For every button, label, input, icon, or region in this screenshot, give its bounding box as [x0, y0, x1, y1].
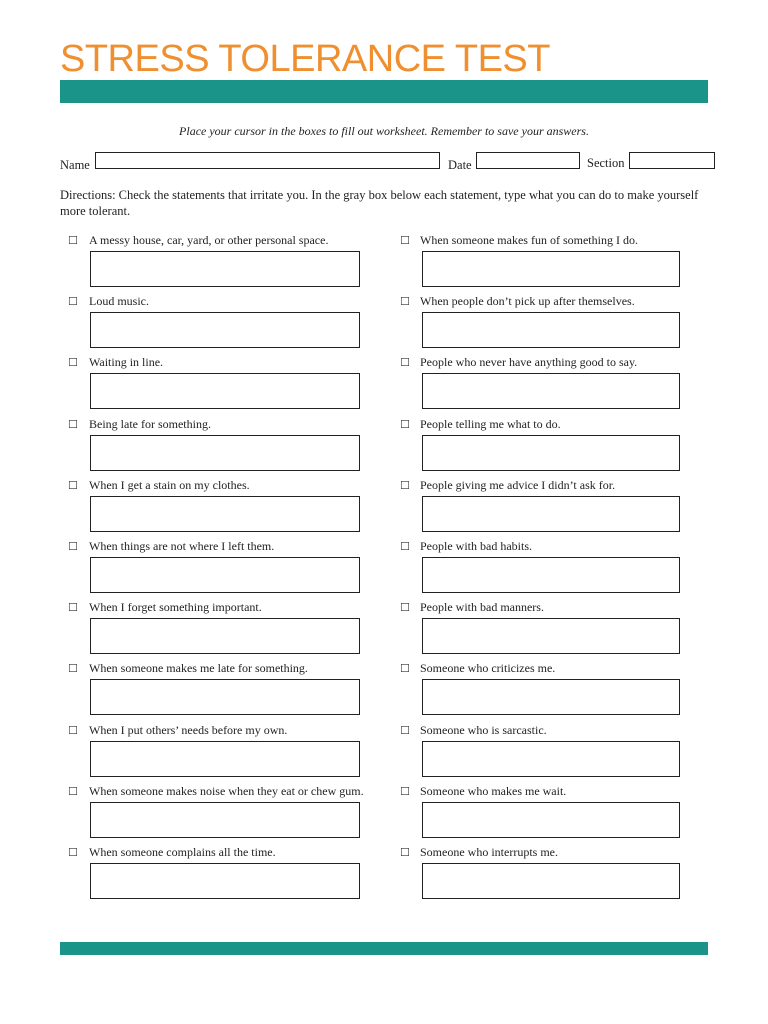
answer-box[interactable]	[422, 863, 680, 899]
section-label: Section	[587, 156, 625, 170]
statement-checkbox[interactable]: ☐	[68, 417, 78, 431]
statement-label: When someone makes fun of something I do.	[420, 233, 638, 247]
statement-checkbox[interactable]: ☐	[400, 417, 410, 431]
statement-checkbox[interactable]: ☐	[68, 723, 78, 737]
date-field[interactable]	[476, 152, 580, 169]
statement-checkbox[interactable]: ☐	[400, 540, 410, 553]
section-field[interactable]	[629, 152, 715, 169]
answer-box[interactable]	[90, 741, 360, 777]
statement-checkbox[interactable]: ☐	[68, 540, 78, 553]
answer-box[interactable]	[90, 863, 360, 899]
statement-checkbox[interactable]: ☐	[400, 662, 410, 676]
answer-box[interactable]	[422, 618, 680, 654]
date-label: Date	[448, 158, 472, 172]
statement-checkbox[interactable]: ☐	[400, 478, 410, 492]
answer-box[interactable]	[90, 802, 360, 838]
page-title: STRESS TOLERANCE TEST	[60, 38, 550, 80]
answer-box[interactable]	[90, 435, 360, 471]
answer-box[interactable]	[90, 312, 360, 348]
answer-box[interactable]	[90, 557, 360, 593]
statement-label: When things are not where I left them.	[89, 539, 275, 553]
statement-label: When I put others’ needs before my own.	[89, 722, 288, 737]
statement-label: Someone who interrupts me.	[420, 845, 558, 859]
statement-checkbox[interactable]: ☐	[68, 234, 78, 247]
statement-label: Someone who is sarcastic.	[420, 722, 547, 737]
statement-label: Someone who criticizes me.	[420, 661, 556, 676]
statement-label: Being late for something.	[89, 416, 211, 431]
statement-checkbox[interactable]: ☐	[400, 601, 410, 615]
statement-checkbox[interactable]: ☐	[400, 784, 410, 798]
name-label: Name	[60, 158, 90, 172]
statement-label: People giving me advice I didn’t ask for.	[420, 477, 616, 492]
statement-checkbox[interactable]: ☐	[400, 295, 410, 309]
statement-label: People who never have anything good to say.	[420, 355, 638, 370]
statement-label: People telling me what to do.	[420, 416, 561, 431]
answer-box[interactable]	[422, 557, 680, 593]
answer-box[interactable]	[90, 618, 360, 654]
statement-label: When someone complains all the time.	[89, 845, 276, 859]
statement-label: Loud music.	[89, 294, 149, 309]
answer-box[interactable]	[90, 373, 360, 409]
name-field[interactable]	[95, 152, 440, 169]
statement-checkbox[interactable]: ☐	[400, 356, 410, 370]
answer-box[interactable]	[90, 679, 360, 715]
statement-label: A messy house, car, yard, or other personal space.	[89, 233, 329, 247]
answer-box[interactable]	[422, 679, 680, 715]
statement-label: When someone makes me late for something.	[89, 661, 308, 676]
statement-label: When I forget something important.	[89, 600, 262, 615]
statement-checkbox[interactable]: ☐	[400, 846, 410, 859]
statement-checkbox[interactable]: ☐	[68, 356, 78, 370]
answer-box[interactable]	[422, 373, 680, 409]
statement-checkbox[interactable]: ☐	[68, 662, 78, 676]
statement-label: When someone makes noise when they eat or chew gum.	[89, 783, 364, 798]
answer-box[interactable]	[422, 435, 680, 471]
statement-checkbox[interactable]: ☐	[68, 295, 78, 309]
footer-bar	[60, 942, 708, 955]
statement-checkbox[interactable]: ☐	[68, 784, 78, 798]
answer-box[interactable]	[90, 251, 360, 287]
answer-box[interactable]	[422, 741, 680, 777]
statement-checkbox[interactable]: ☐	[68, 601, 78, 615]
answer-box[interactable]	[90, 496, 360, 532]
statement-checkbox[interactable]: ☐	[400, 234, 410, 247]
directions-text: Directions: Check the statements that irritate you. In the gray box below each statement, type what you can do to make yourself more tolerant.	[60, 188, 699, 218]
statement-checkbox[interactable]: ☐	[68, 478, 78, 492]
instruction-text: Place your cursor in the boxes to fill out worksheet. Remember to save your answers.	[179, 124, 589, 138]
statement-label: When I get a stain on my clothes.	[89, 477, 250, 492]
answer-box[interactable]	[422, 496, 680, 532]
statement-label: Someone who makes me wait.	[420, 783, 567, 798]
statement-checkbox[interactable]: ☐	[68, 846, 78, 859]
statement-label: People with bad manners.	[420, 600, 544, 615]
statement-label: Waiting in line.	[89, 355, 164, 370]
header-bar	[60, 80, 708, 103]
statement-checkbox[interactable]: ☐	[400, 723, 410, 737]
statement-label: When people don’t pick up after themselves.	[420, 294, 635, 309]
answer-box[interactable]	[422, 251, 680, 287]
answer-box[interactable]	[422, 312, 680, 348]
statement-label: People with bad habits.	[420, 539, 532, 553]
answer-box[interactable]	[422, 802, 680, 838]
